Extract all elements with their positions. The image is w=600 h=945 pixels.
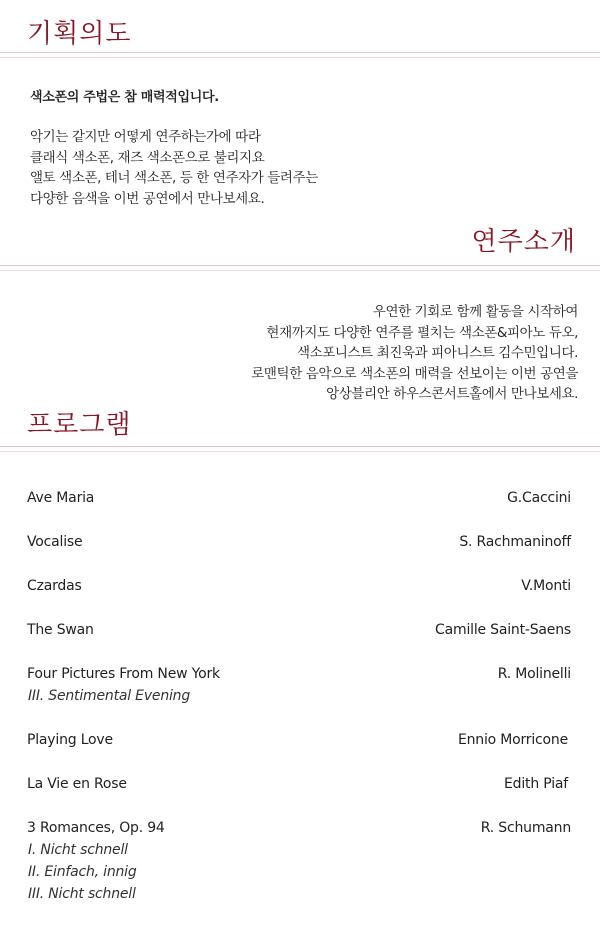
intent-line: 악기는 같지만 어떻게 연주하는가에 따라 [30, 129, 261, 145]
intent-line: 클래식 색소폰, 재즈 색소폰으로 불리지요 [30, 149, 265, 166]
intro-line: 색소포니스트 최진욱과 피아니스트 김수민입니다. [296, 345, 578, 361]
movement: III. Sentimental Evening [28, 688, 191, 704]
piece-title: Playing Love [27, 732, 113, 748]
intro-paragraph [251, 302, 578, 405]
piece-title: 3 Romances, Op. 94 [27, 820, 165, 836]
composer-name: Edith Piaf [504, 776, 568, 792]
piece-title: Four Pictures From New York [27, 666, 220, 682]
intro-line: 로맨틱한 음악으로 색소폰의 매력을 선보이는 이번 공연을 [251, 365, 578, 382]
composer-name: S. Rachmaninoff [459, 534, 571, 550]
intent-lead: 색소폰의 주법은 참 매력적입니다. [30, 90, 219, 105]
piece-title: Ave Maria [27, 490, 95, 506]
composer-name: V.Monti [521, 578, 571, 594]
intro-line: 현재까지도 다양한 연주를 펼치는 색소폰&피아노 듀오, [266, 324, 578, 341]
divider [0, 52, 600, 53]
divider [0, 270, 600, 271]
piece-title: Vocalise [27, 534, 83, 550]
movement: I. Nicht schnell [28, 842, 128, 858]
section-title-intro: 연주소개 [471, 227, 576, 257]
piece-title: La Vie en Rose [27, 776, 127, 792]
divider [0, 446, 600, 447]
composer-name: R. Schumann [480, 820, 571, 836]
intent-line: 앨토 색소폰, 테너 색소폰, 등 한 연주자가 들려주는 [30, 170, 318, 186]
composer-name: Camille Saint-Saens [435, 622, 571, 638]
composer-name: G.Caccini [507, 490, 571, 506]
divider [0, 57, 600, 58]
piece-title: Czardas [27, 578, 82, 594]
movement: III. Nicht schnell [28, 886, 136, 902]
intent-paragraph [30, 127, 318, 209]
movement: II. Einfach, innig [28, 864, 137, 880]
intro-line: 우연한 기회로 함께 활동을 시작하여 [372, 304, 578, 320]
divider [0, 265, 600, 266]
piece-title: The Swan [27, 622, 94, 638]
section-title-program: 프로그램 [27, 410, 132, 440]
section-title-intent: 기획의도 [27, 19, 132, 49]
intro-line: 앙상블리안 하우스콘서트홀에서 만나보세요. [326, 386, 578, 402]
composer-name: Ennio Morricone [457, 732, 568, 748]
composer-name: R. Molinelli [497, 666, 571, 682]
intent-line: 다양한 음색을 이번 공연에서 만나보세요. [30, 190, 265, 207]
divider [0, 451, 600, 452]
